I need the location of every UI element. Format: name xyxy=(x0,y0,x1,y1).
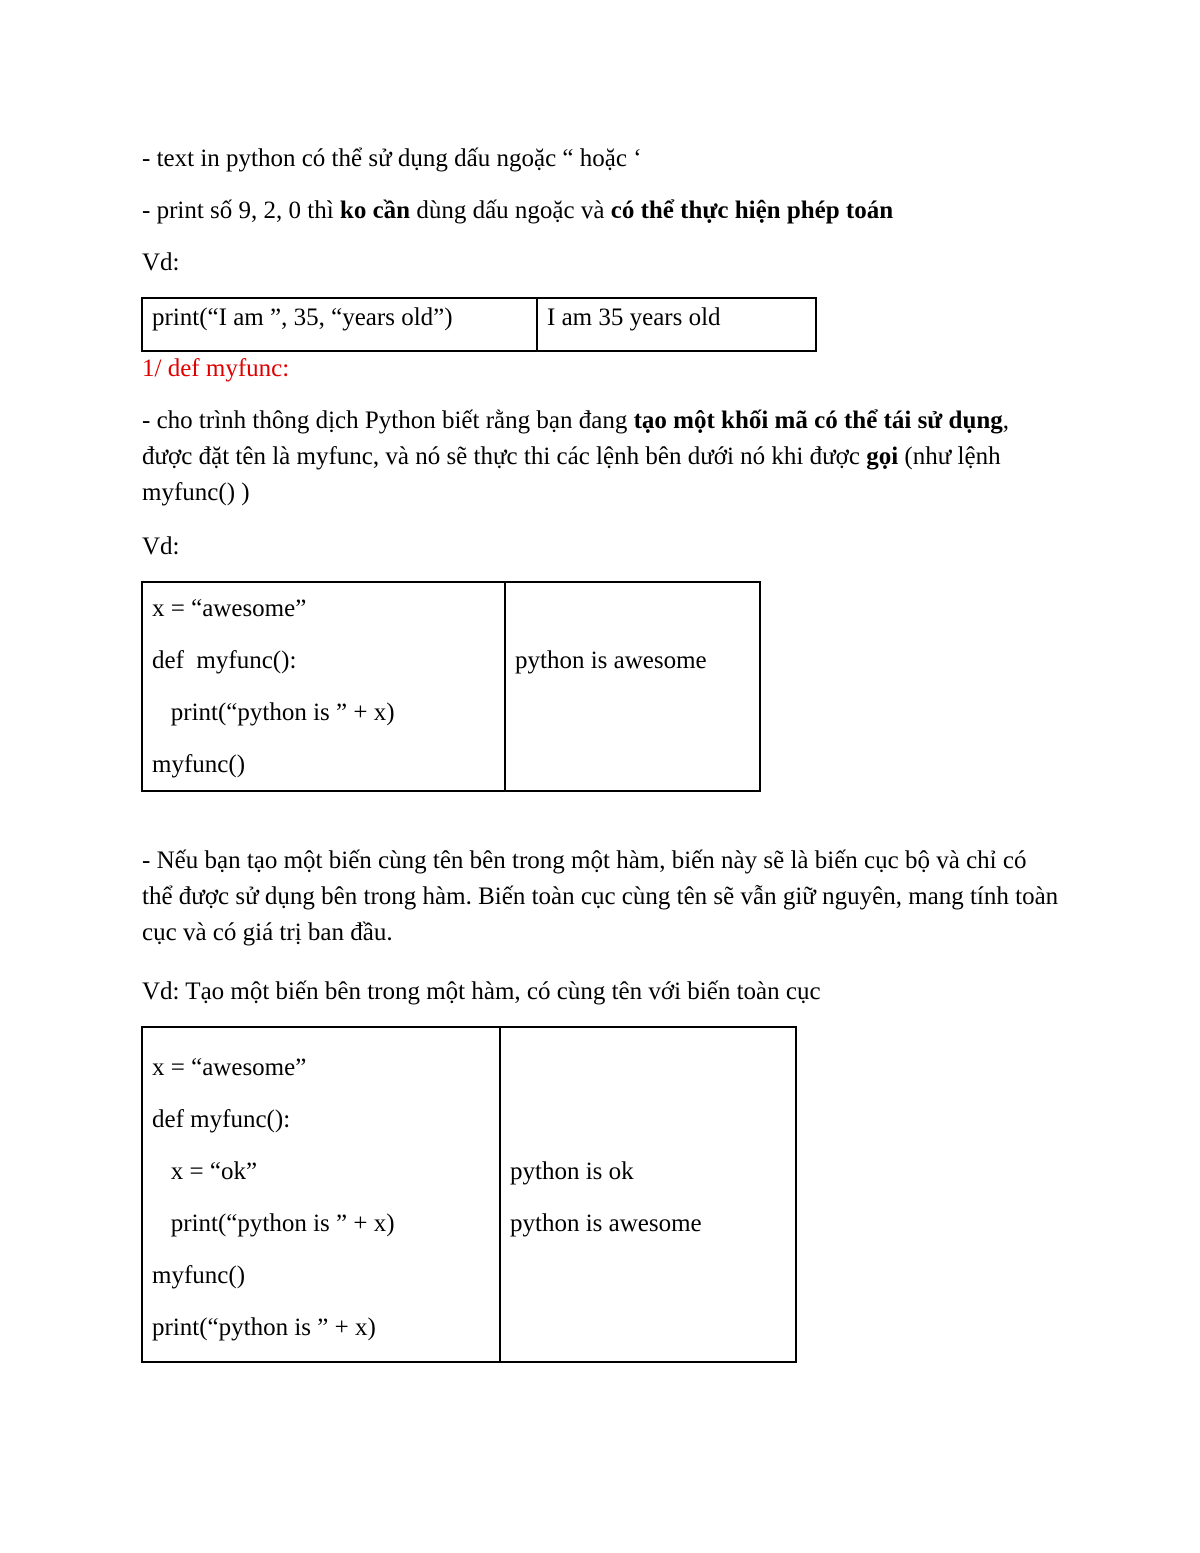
table1-output: I am 35 years old xyxy=(547,304,721,331)
table3-code-line-3: x = “ok” xyxy=(152,1158,258,1185)
table3-code-line-4: print(“python is ” + x) xyxy=(152,1210,395,1237)
table3-output-line-1: python is ok xyxy=(510,1158,634,1185)
table3-code-line-2: def myfunc(): xyxy=(152,1106,291,1133)
table3-code-line-6: print(“python is ” + x) xyxy=(152,1314,376,1341)
local-variable-explanation: - Nếu bạn tạo một biến cùng tên bên trong một hàm, biến này sẽ là biến cục bộ và chỉ có thể được sử dụng bên trong hàm. Biến toàn cục cùng tên sẽ vẫn giữ nguyên, mang tính toàn cục và có giá trị ban đầu. xyxy=(142,847,1059,946)
table2-code-line-4: myfunc() xyxy=(152,751,246,778)
note-print-numbers-bold-1: ko cần xyxy=(339,197,411,224)
table2-code-line-1: x = “awesome” xyxy=(152,595,307,622)
table3-code-line-5: myfunc() xyxy=(152,1262,246,1289)
table2-output-cell xyxy=(504,583,759,790)
note-print-numbers-bold-2: có thể thực hiện phép toán xyxy=(610,197,894,224)
example-table-1 xyxy=(141,297,817,352)
section-heading: 1/ def myfunc: xyxy=(142,355,290,382)
table1-code: print(“I am ”, 35, “years old”) xyxy=(152,304,453,331)
def-explanation-bold-2: gọi xyxy=(866,443,899,470)
table1-code-cell xyxy=(143,299,536,350)
note-print-numbers xyxy=(142,193,893,229)
example-label-2: Vd: xyxy=(142,533,180,560)
note-print-numbers-c: dùng dấu ngoặc và xyxy=(410,197,611,224)
table3-output-line-2: python is awesome xyxy=(510,1210,702,1237)
table2-code-cell xyxy=(143,583,504,790)
def-explanation-a: - cho trình thông dịch Python biết rằng bạn đang xyxy=(142,407,634,434)
def-explanation-bold-1: tạo một khối mã có thể tái sử dụng xyxy=(633,407,1003,434)
table1-output-cell xyxy=(536,299,815,350)
example-table-2 xyxy=(141,581,761,792)
table3-code-line-1: x = “awesome” xyxy=(152,1054,307,1081)
table3-output-cell xyxy=(499,1028,795,1361)
example-label-1: Vd: xyxy=(142,249,180,276)
def-explanation-c: , được đặt tên là myfunc, và nó sẽ thực thi các lệnh bên dưới nó khi được xyxy=(142,407,1010,470)
table2-code-line-3: print(“python is ” + x) xyxy=(152,699,395,726)
def-explanation-e: (như lệnh myfunc() ) xyxy=(142,443,1001,506)
table2-output: python is awesome xyxy=(515,647,707,674)
note-print-numbers-a: - print số 9, 2, 0 thì xyxy=(142,197,340,224)
def-explanation xyxy=(142,403,1062,511)
table2-code-line-2: def myfunc(): xyxy=(152,647,297,674)
note-quotes: - text in python có thể sử dụng dấu ngoặc “ hoặc ‘ xyxy=(142,145,642,172)
example-label-3: Vd: Tạo một biến bên trong một hàm, có cùng tên với biến toàn cục xyxy=(142,978,821,1005)
table3-code-cell xyxy=(143,1028,499,1361)
example-table-3 xyxy=(141,1026,797,1363)
